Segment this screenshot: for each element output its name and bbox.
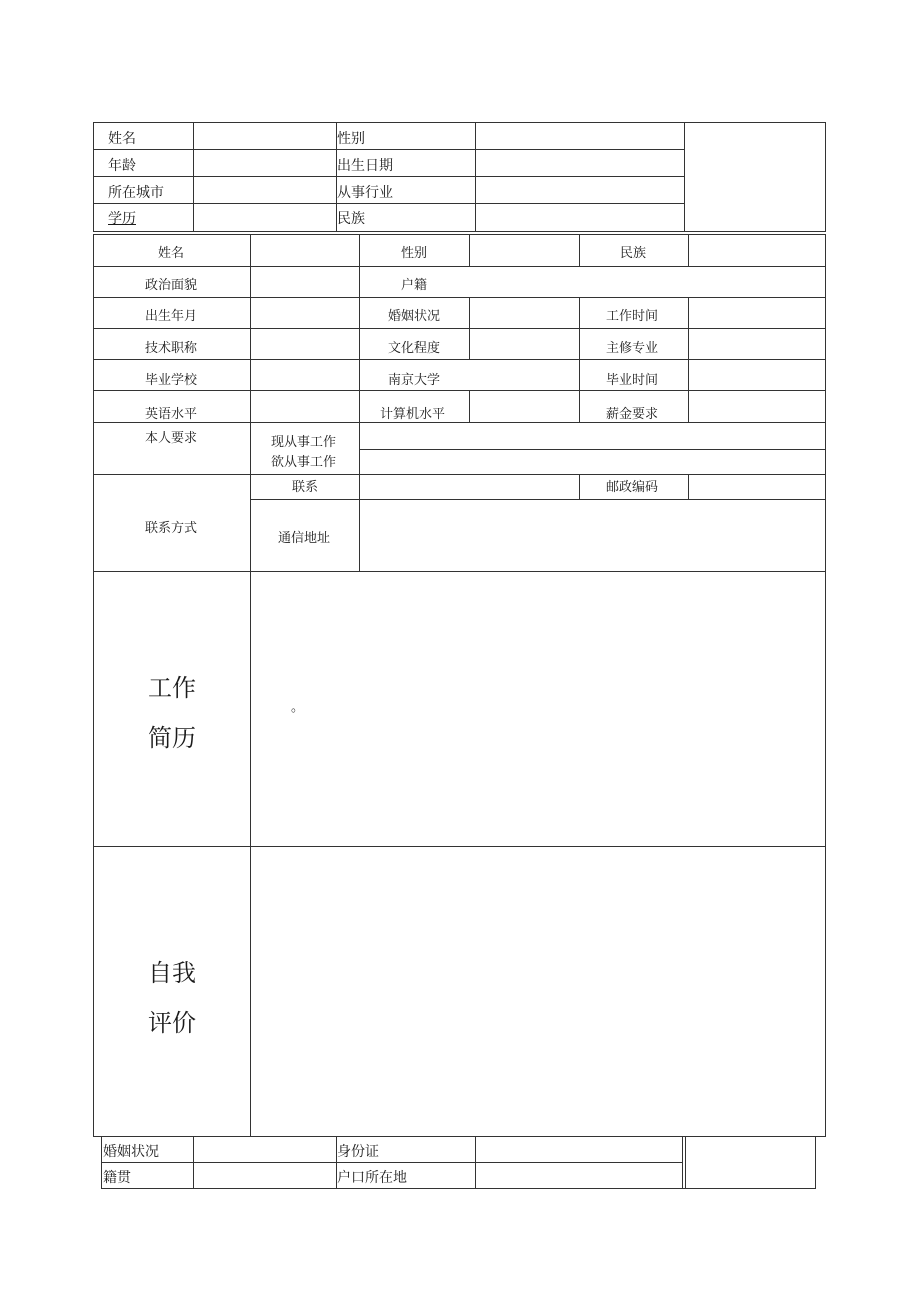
household-label: 户籍 [401, 278, 428, 293]
computer-label: 计算机水平 [380, 407, 446, 422]
education-label: 学历 [108, 211, 136, 227]
birth-label: 出生年月 [145, 309, 198, 324]
address-label: 通信地址 [278, 531, 331, 546]
footer-hukou-label: 户口所在地 [337, 1170, 407, 1186]
birthdate-label: 出生日期 [337, 158, 393, 174]
work-history-label-1: 工作 [148, 674, 196, 702]
form-gender-label: 性别 [401, 246, 428, 261]
self-eval-area[interactable] [251, 847, 825, 1136]
salary-label: 薪金要求 [606, 407, 659, 422]
photo-box [685, 123, 825, 231]
gender-field[interactable] [476, 123, 684, 149]
major-label: 主修专业 [606, 341, 659, 356]
work-history-mark: 。 [291, 700, 305, 715]
age-label: 年龄 [108, 158, 136, 174]
title-label: 技术职称 [145, 341, 198, 356]
school-label: 毕业学校 [145, 373, 198, 388]
name-field[interactable] [194, 123, 336, 149]
english-label: 英语水平 [145, 407, 198, 422]
contact-item-label: 联系 [292, 480, 319, 495]
self-eval-label-2: 评价 [148, 1009, 196, 1037]
current-job-label: 现从事工作 [271, 435, 337, 450]
ethnicity-label: 民族 [337, 211, 365, 227]
requirements-label: 本人要求 [145, 431, 198, 446]
work-history-area[interactable] [251, 572, 825, 846]
gender-label: 性别 [337, 131, 365, 147]
postcode-label: 邮政编码 [606, 480, 659, 495]
school-value: 南京大学 [388, 373, 441, 388]
self-eval-label-1: 自我 [148, 959, 196, 987]
industry-label: 从事行业 [337, 185, 393, 201]
footer-marital-label: 婚姻状况 [103, 1144, 159, 1160]
culture-label: 文化程度 [388, 341, 441, 356]
footer-id-card-label: 身份证 [337, 1144, 379, 1160]
form-ethnicity-label: 民族 [620, 246, 647, 261]
form-name-label: 姓名 [158, 246, 185, 261]
work-history-label-2: 简历 [148, 724, 196, 752]
marital-label: 婚姻状况 [388, 309, 441, 324]
political-label: 政治面貌 [145, 278, 198, 293]
city-label: 所在城市 [108, 185, 164, 201]
contact-label: 联系方式 [145, 521, 198, 536]
grad-time-label: 毕业时间 [606, 373, 659, 388]
desired-job-label: 欲从事工作 [271, 455, 337, 470]
name-label: 姓名 [108, 131, 136, 147]
footer-native-label: 籍贯 [103, 1170, 131, 1186]
work-time-label: 工作时间 [606, 309, 659, 324]
